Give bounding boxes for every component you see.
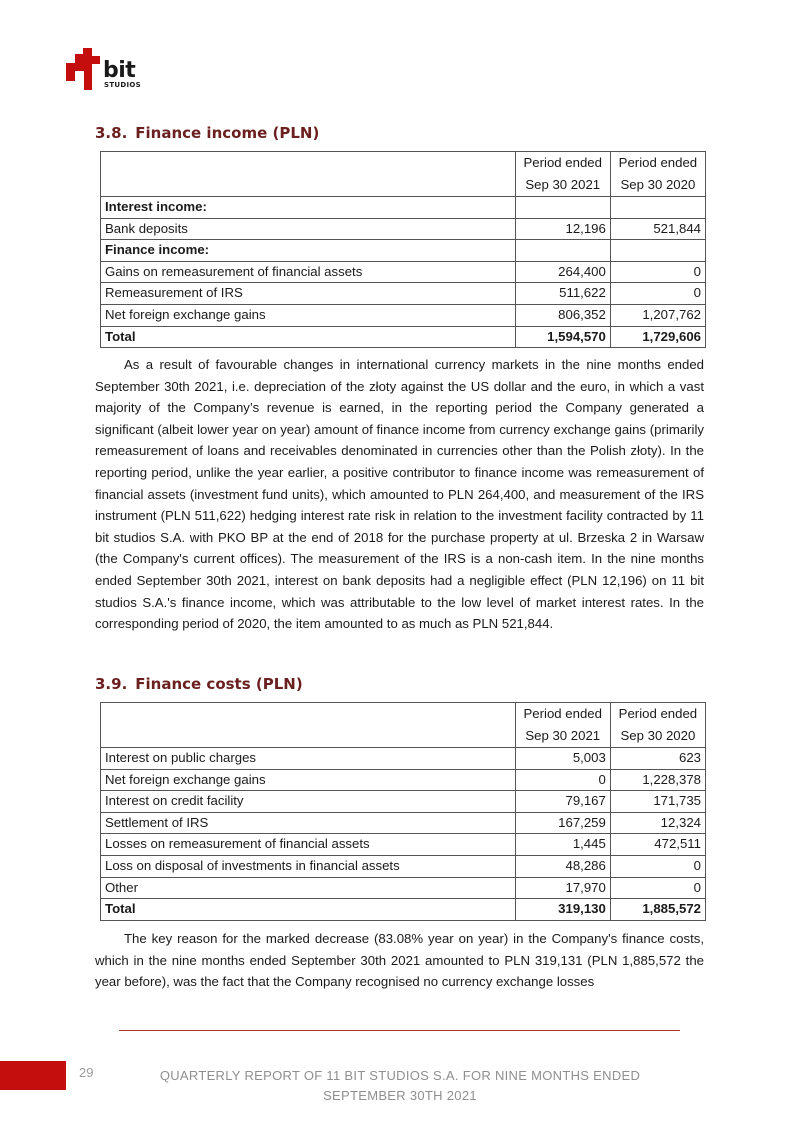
table-row	[101, 791, 706, 813]
table-row	[101, 834, 706, 856]
value-2021-cell: 319,130	[515, 899, 610, 921]
table-header-row	[101, 152, 706, 197]
value-2020-cell: 0	[610, 855, 705, 877]
row-label-cell: Total	[101, 899, 516, 921]
finance-income-table	[100, 151, 706, 348]
row-label-cell: Bank deposits	[101, 218, 516, 240]
finance-income-paragraph: As a result of favourable changes in international currency markets in the nine months ended September 30th 2021, i.e. depreciation of the złoty against the US dollar and the euro, in which a vast majority of the Company’s revenue is earned, in the reporting period the Company generated a significant (albeit lower year on year) amount of finance income from currency exchange gains (primarily remeasurement of loans and receivables denominated in currencies other than the Polish złoty). In the reporting period, unlike the year earlier, a positive contributor to finance income was remeasurement of financial assets (investment fund units), which amounted to PLN 264,400, and measurement of the IRS instrument (PLN 511,622) hedging interest rate risk in relation to the investment facility contracted by 11 bit studios S.A. with PKO BP at the end of 2018 for the purchase property at ul. Brzeska 2 in Warsaw (the Company's current offices). The measurement of the IRS is a non-cash item. In the nine months ended September 30th 2021, interest on bank deposits had a negligible effect (PLN 12,196) on 11 bit studios S.A.'s finance income, which was attributable to the low level of market interest rates. In the corresponding period of 2020, the item amounted to as much as PLN 521,844.	[95, 357, 704, 632]
table-row	[101, 218, 706, 240]
value-2021-cell	[515, 197, 610, 219]
section-heading-finance-costs	[95, 675, 303, 693]
header-cell-2021: Period ended Sep 30 2021	[515, 152, 610, 197]
company-logo	[66, 48, 148, 92]
row-label-cell: Loss on disposal of investments in financial assets	[101, 855, 516, 877]
value-2021-cell: 0	[515, 769, 610, 791]
table-row	[101, 855, 706, 877]
table-row	[101, 304, 706, 326]
table-row	[101, 899, 706, 921]
logo-subtext: STUDIOS	[104, 81, 142, 89]
value-2020-cell: 472,511	[610, 834, 705, 856]
value-2021-cell: 167,259	[515, 812, 610, 834]
value-2021-cell: 12,196	[515, 218, 610, 240]
row-label-cell: Finance income:	[101, 240, 516, 262]
value-2021-cell: 264,400	[515, 261, 610, 283]
finance-costs-paragraph: The key reason for the marked decrease (83.08% year on year) in the Company's finance costs, which in the nine months ended September 30th 2021 amounted to PLN 319,131 (PLN 1,885,572 the year before), was the fact that the Company recognised no currency exchange losses	[95, 931, 704, 990]
footer-line-2: SEPTEMBER 30TH 2021	[323, 1088, 477, 1103]
table-row	[101, 812, 706, 834]
row-label-cell: Gains on remeasurement of financial assets	[101, 261, 516, 283]
section-title: Finance income (PLN)	[135, 124, 320, 142]
value-2020-cell: 0	[610, 261, 705, 283]
value-2021-cell: 1,594,570	[515, 326, 610, 348]
value-2021-cell: 511,622	[515, 283, 610, 305]
table-row	[101, 748, 706, 770]
value-2020-cell: 171,735	[610, 791, 705, 813]
value-2020-cell	[610, 240, 705, 262]
row-label-cell: Interest on public charges	[101, 748, 516, 770]
header-cell-2020: Period ended Sep 30 2020	[610, 703, 705, 748]
row-label-cell: Interest income:	[101, 197, 516, 219]
value-2020-cell: 521,844	[610, 218, 705, 240]
page-number: 29	[79, 1065, 94, 1080]
row-label-cell: Settlement of IRS	[101, 812, 516, 834]
table-row	[101, 877, 706, 899]
value-2021-cell: 17,970	[515, 877, 610, 899]
section-title: Finance costs (PLN)	[135, 675, 303, 693]
row-label-cell: Losses on remeasurement of financial assets	[101, 834, 516, 856]
section-number: 3.9.	[95, 675, 128, 693]
table-row	[101, 283, 706, 305]
value-2020-cell	[610, 197, 705, 219]
value-2021-cell: 1,445	[515, 834, 610, 856]
value-2020-cell: 1,228,378	[610, 769, 705, 791]
value-2020-cell: 0	[610, 283, 705, 305]
section-heading-finance-income	[95, 124, 319, 142]
header-cell-2021: Period ended Sep 30 2021	[515, 703, 610, 748]
section-number: 3.8.	[95, 124, 128, 142]
row-label-cell: Remeasurement of IRS	[101, 283, 516, 305]
footer-divider	[119, 1030, 680, 1031]
header-empty-cell	[101, 152, 516, 197]
table-row	[101, 769, 706, 791]
value-2020-cell: 623	[610, 748, 705, 770]
value-2021-cell: 806,352	[515, 304, 610, 326]
value-2020-cell: 1,729,606	[610, 326, 705, 348]
value-2020-cell: 12,324	[610, 812, 705, 834]
logo-mark-icon	[66, 48, 104, 90]
row-label-cell: Interest on credit facility	[101, 791, 516, 813]
header-cell-2020: Period ended Sep 30 2020	[610, 152, 705, 197]
row-label-cell: Total	[101, 326, 516, 348]
finance-costs-table	[100, 702, 706, 921]
value-2020-cell: 0	[610, 877, 705, 899]
row-label-cell: Other	[101, 877, 516, 899]
header-empty-cell	[101, 703, 516, 748]
table-row	[101, 197, 706, 219]
table-row	[101, 326, 706, 348]
value-2021-cell: 48,286	[515, 855, 610, 877]
footer-accent-block	[0, 1061, 66, 1090]
row-label-cell: Net foreign exchange gains	[101, 769, 516, 791]
table-row	[101, 261, 706, 283]
footer-report-title	[150, 1066, 650, 1106]
row-label-cell: Net foreign exchange gains	[101, 304, 516, 326]
footer-line-1: QUARTERLY REPORT OF 11 BIT STUDIOS S.A. FOR NINE MONTHS ENDED	[159, 1068, 641, 1083]
table-header-row	[101, 703, 706, 748]
value-2020-cell: 1,207,762	[610, 304, 705, 326]
value-2021-cell: 5,003	[515, 748, 610, 770]
table-row	[101, 240, 706, 262]
value-2021-cell	[515, 240, 610, 262]
value-2020-cell: 1,885,572	[610, 899, 705, 921]
logo-text: bit	[103, 58, 136, 83]
value-2021-cell: 79,167	[515, 791, 610, 813]
